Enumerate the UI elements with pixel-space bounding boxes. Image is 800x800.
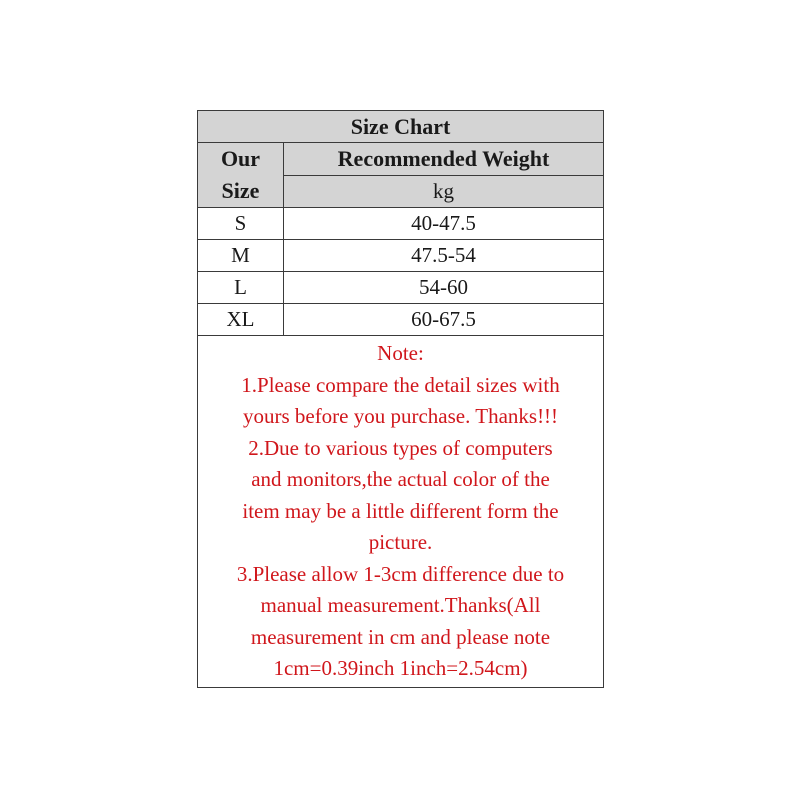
table-row [198, 272, 604, 304]
size-chart-table [197, 110, 604, 688]
table-row [198, 240, 604, 272]
weight-unit: kg [284, 175, 604, 208]
note-line: picture. [368, 530, 433, 554]
size-header-line1: Our [220, 146, 261, 171]
size-cell: S [198, 208, 284, 240]
size-cell: M [198, 240, 284, 272]
note-line: measurement in cm and please note [250, 624, 551, 649]
note-line: yours before you purchase. Thanks!!! [242, 404, 559, 428]
note-line: 1.Please compare the detail sizes with [241, 372, 560, 397]
note-heading: Note: [377, 341, 424, 365]
weight-cell: 60-67.5 [284, 304, 604, 336]
table-title: Size Chart [198, 111, 604, 143]
weight-cell: 54-60 [284, 272, 604, 304]
note-line: 1cm=0.39inch 1inch=2.54cm) [273, 656, 528, 680]
note-line: manual measurement.Thanks(All [260, 593, 541, 617]
table-row [198, 208, 604, 240]
size-column-header [198, 143, 284, 208]
weight-cell: 40-47.5 [284, 208, 604, 240]
table-row [198, 304, 604, 336]
size-cell: L [198, 272, 284, 304]
note-line: and monitors,the actual color of the [251, 467, 550, 491]
note-line: item may be a little different form the [242, 498, 559, 523]
size-header-line2: Size [221, 178, 260, 203]
size-cell: XL [198, 304, 284, 336]
note-block [198, 336, 604, 688]
note-line: 2.Due to various types of computers [248, 435, 553, 460]
weight-cell: 47.5-54 [284, 240, 604, 272]
weight-column-header: Recommended Weight [284, 143, 604, 176]
note-line: 3.Please allow 1-3cm difference due to [236, 561, 565, 586]
